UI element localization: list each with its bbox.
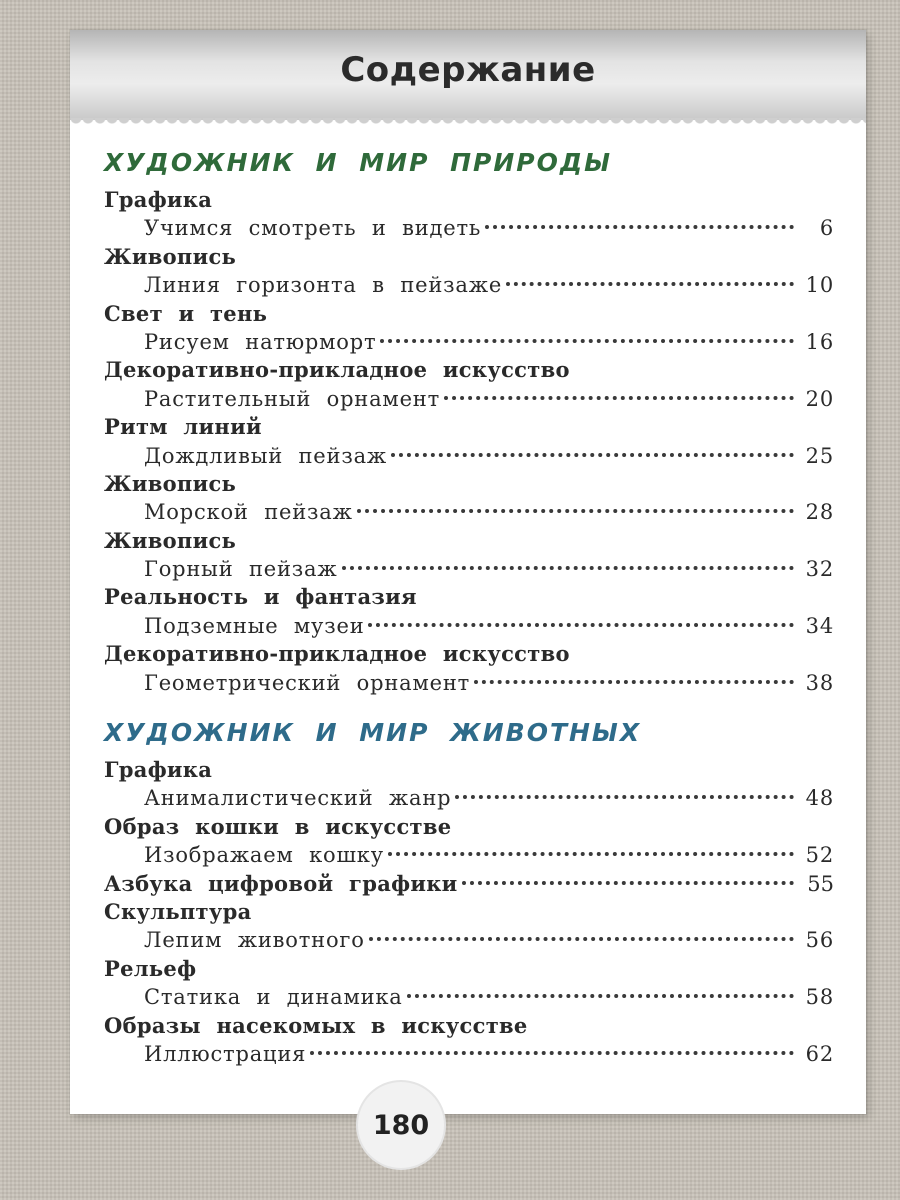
- toc-entry-title: Учимся смотреть и видеть: [144, 216, 482, 241]
- toc-section-animals: [104, 756, 834, 1068]
- toc-entry: [104, 669, 834, 697]
- toc-category-title: Графика: [104, 187, 213, 212]
- toc-entry-title: Лепим животного: [144, 928, 365, 953]
- page-title: Содержание: [340, 50, 596, 90]
- toc-category: [104, 243, 834, 271]
- toc-category-title: Ритм линий: [104, 414, 262, 440]
- dot-leader: [368, 622, 794, 627]
- toc-page-number: 25: [805, 443, 834, 468]
- toc-category-title: Живопись: [104, 527, 237, 553]
- toc-entry: [104, 385, 834, 413]
- dot-leader: [310, 1050, 794, 1055]
- title-band: [70, 30, 866, 120]
- toc-page-number: 52: [805, 843, 834, 868]
- page-number: 180: [372, 1109, 430, 1141]
- toc-category: [104, 527, 834, 555]
- toc-entry-title: Подземные музеи: [144, 613, 365, 638]
- toc-page-number: 55: [807, 871, 834, 896]
- toc-category-title: Азбука цифровой графики: [104, 870, 458, 896]
- toc-category: [104, 356, 834, 384]
- toc-category-title: Графика: [104, 757, 213, 782]
- toc-category-title: Реальность и фантазия: [104, 584, 417, 610]
- toc-category: [104, 640, 834, 668]
- page-sheet: [70, 30, 866, 1114]
- toc-page-number: 34: [805, 613, 834, 638]
- page-number-badge: [358, 1082, 444, 1168]
- toc-page-number: 58: [805, 985, 834, 1010]
- toc-category: [104, 470, 834, 498]
- toc-category: [104, 413, 834, 441]
- toc-category: [104, 898, 834, 926]
- dot-leader: [342, 565, 795, 570]
- toc-entry-title: Иллюстрация: [144, 1041, 307, 1066]
- dot-leader: [380, 338, 794, 343]
- toc-page-number: 16: [805, 329, 834, 354]
- toc-entry: [104, 1040, 834, 1068]
- toc-category-title: Образы насекомых в искусстве: [104, 1012, 528, 1038]
- toc-entry-title: Горный пейзаж: [144, 557, 338, 582]
- toc-entry-title: Морской пейзаж: [144, 500, 353, 525]
- toc-page-number: 6: [819, 216, 834, 241]
- toc-category-title: Декоративно-прикладное искусство: [104, 357, 570, 383]
- toc-entry-title: Изображаем кошку: [144, 843, 384, 868]
- section-heading-nature: ХУДОЖНИК И МИР ПРИРОДЫ: [104, 148, 613, 177]
- dot-leader: [462, 880, 794, 885]
- dot-leader: [391, 452, 794, 457]
- toc-page-number: 48: [805, 786, 834, 811]
- toc-entry: [104, 442, 834, 470]
- toc-category: [104, 300, 834, 328]
- toc-entry: [104, 983, 834, 1011]
- toc-entry: [104, 612, 834, 640]
- toc-entry-title: Рисуем натюрморт: [144, 329, 377, 354]
- dot-leader: [369, 936, 794, 941]
- toc-entry: [104, 498, 834, 526]
- toc-entry-title: Растительный орнамент: [144, 386, 441, 411]
- toc-category-title: Живопись: [104, 470, 237, 496]
- toc-category-title: Скульптура: [104, 898, 252, 924]
- dot-leader: [474, 679, 794, 684]
- toc-category: [104, 955, 834, 983]
- toc-page-number: 56: [805, 928, 834, 953]
- section-heading-animals: ХУДОЖНИК И МИР ЖИВОТНЫХ: [104, 718, 642, 747]
- toc-entry: [104, 784, 834, 812]
- toc-page-number: 62: [805, 1041, 834, 1066]
- toc-page-number: 28: [805, 500, 834, 525]
- toc-entry-title: Анималистический жанр: [144, 786, 452, 811]
- toc-category: [104, 186, 834, 214]
- toc-page-number: 32: [805, 557, 834, 582]
- toc-entry: [104, 271, 834, 299]
- toc-page-number: 10: [805, 273, 834, 298]
- toc-category: [104, 870, 834, 898]
- toc-category-title: Рельеф: [104, 955, 197, 981]
- toc-category: [104, 1012, 834, 1040]
- toc-entry-title: Дождливый пейзаж: [144, 443, 388, 468]
- toc-entry-title: Геометрический орнамент: [144, 670, 471, 695]
- toc-category: [104, 756, 834, 784]
- toc-entry-title: Линия горизонта в пейзаже: [144, 273, 503, 298]
- toc-entry: [104, 214, 834, 242]
- toc-category-title: Живопись: [104, 243, 237, 269]
- dot-leader: [388, 851, 794, 856]
- toc-entry: [104, 328, 834, 356]
- toc-entry: [104, 555, 834, 583]
- dot-leader: [485, 224, 794, 229]
- toc-category: [104, 813, 834, 841]
- toc-page-number: 20: [805, 386, 834, 411]
- toc-category-title: Декоративно-прикладное искусство: [104, 641, 570, 667]
- toc-category: [104, 583, 834, 611]
- dot-leader: [506, 281, 794, 286]
- dot-leader: [357, 508, 794, 513]
- toc-section-nature: [104, 186, 834, 697]
- dot-leader: [444, 395, 794, 400]
- toc-category-title: Образ кошки в искусстве: [104, 813, 452, 839]
- toc-entry-title: Статика и динамика: [144, 985, 403, 1010]
- toc-page-number: 38: [805, 670, 834, 695]
- toc-entry: [104, 841, 834, 869]
- dot-leader: [407, 993, 794, 998]
- toc-entry: [104, 926, 834, 954]
- dot-leader: [455, 794, 794, 799]
- toc-category-title: Свет и тень: [104, 300, 268, 326]
